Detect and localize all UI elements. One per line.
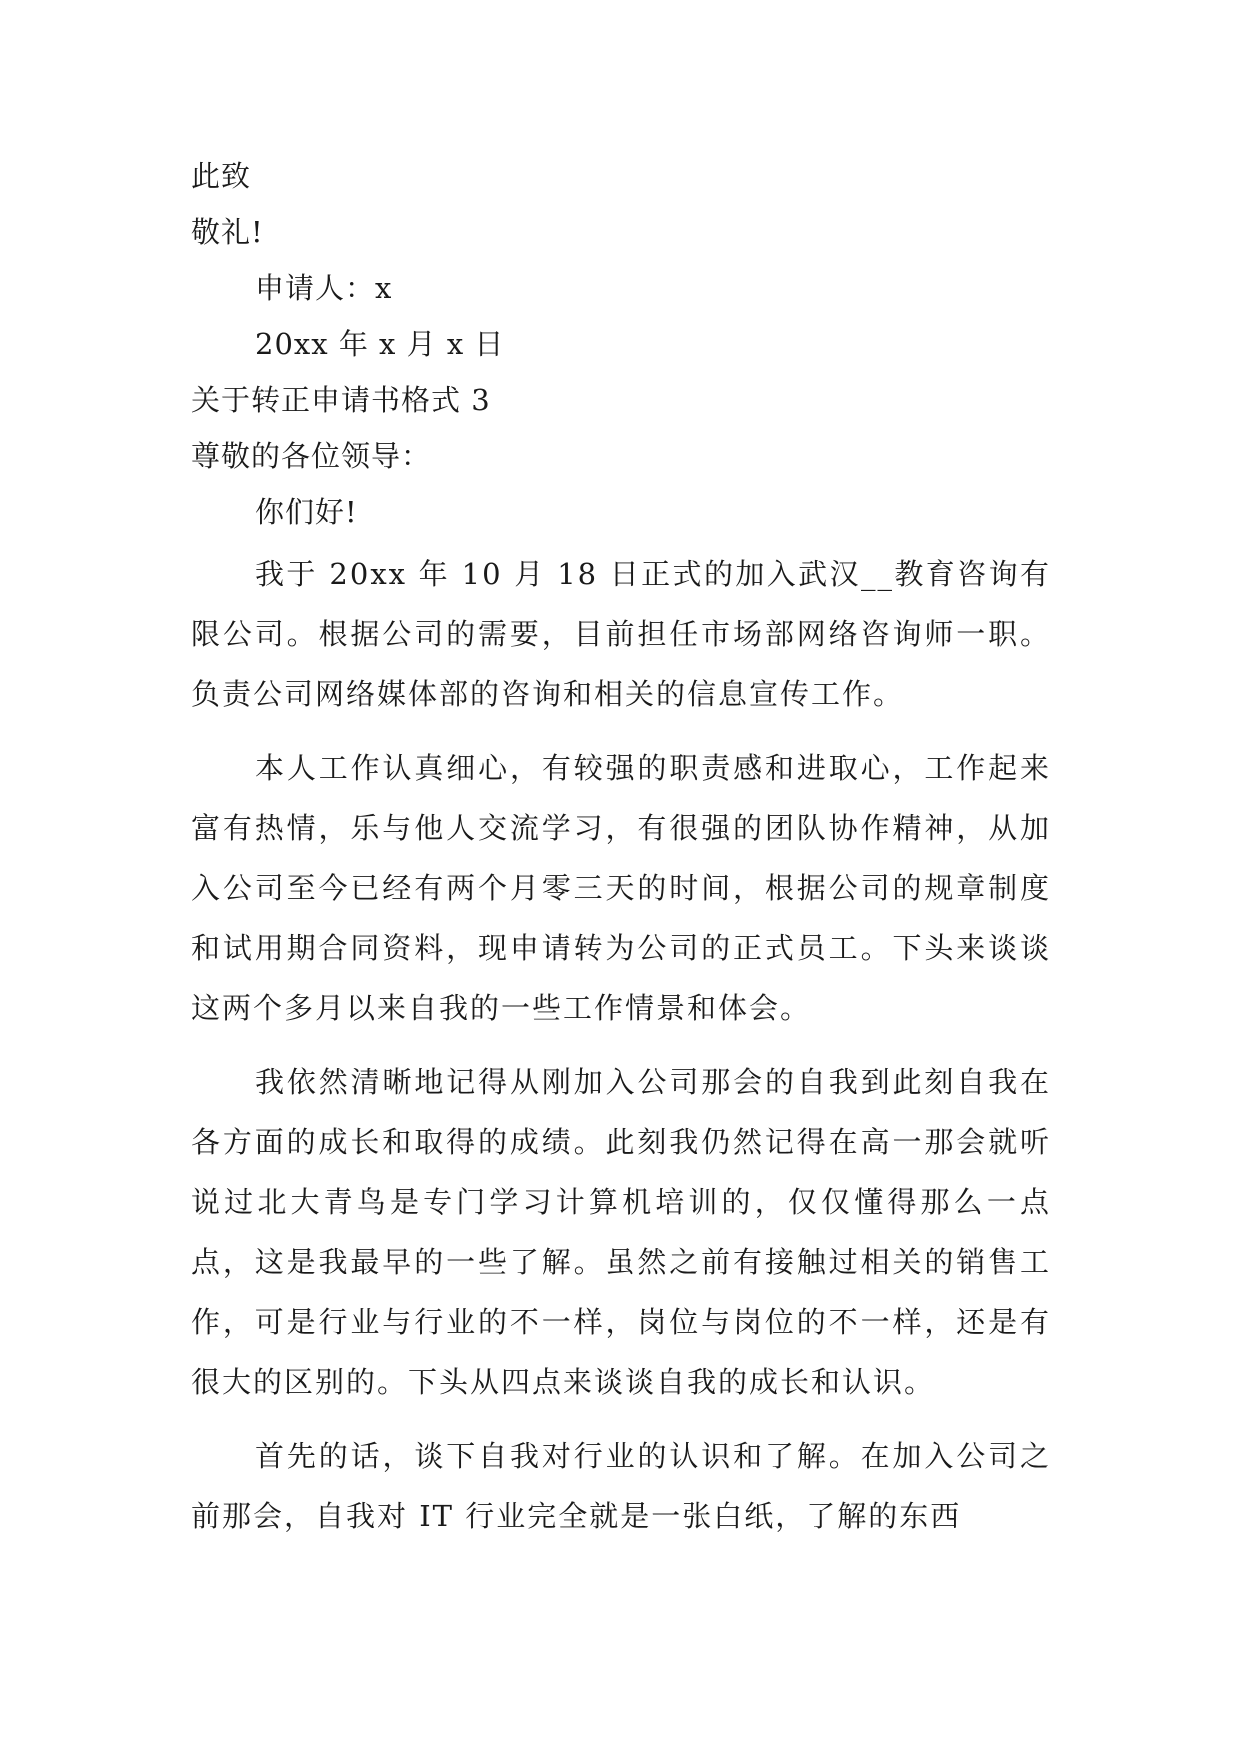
body-paragraph: 我依然清晰地记得从刚加入公司那会的自我到此刻自我在各方面的成长和取得的成绩。此刻我仍然记得在高一那会就听说过北大青鸟是专门学习计算机培训的，仅仅懂得那么一点点，这是我最早的一些了解。虽然之前有接触过相关的销售工作，可是行业与行业的不一样，岗位与岗位的不一样，还是有很大的区别的。下头从四点来谈谈自我的成长和认识。 <box>191 1065 1051 1399</box>
addressee-line: 尊敬的各位领导： <box>191 439 432 473</box>
greeting-line: 你们好! <box>255 495 358 529</box>
applicant-line: 申请人：x <box>255 271 393 305</box>
document-page <box>191 150 1051 1546</box>
section-title: 关于转正申请书格式 3 <box>191 383 491 417</box>
body-paragraph: 首先的话，谈下自我对行业的认识和了解。在加入公司之前那会，自我对 IT 行业完全就是一张白纸，了解的东西 <box>191 1439 1051 1533</box>
salute-line: 敬礼! <box>191 215 264 249</box>
date-line: 20xx 年 x 月 x 日 <box>255 327 505 361</box>
closing-line: 此致 <box>191 159 252 193</box>
body-paragraph: 本人工作认真细心，有较强的职责感和进取心，工作起来富有热情，乐与他人交流学习，有很强的团队协作精神，从加入公司至今已经有两个月零三天的时间，根据公司的规章制度和试用期合同资料，现申请转为公司的正式员工。下头来谈谈这两个多月以来自我的一些工作情景和体会。 <box>191 751 1051 1025</box>
body-paragraph: 我于 20xx 年 10 月 18 日正式的加入武汉__教育咨询有限公司。根据公司的需要，目前担任市场部网络咨询师一职。负责公司网络媒体部的咨询和相关的信息宣传工作。 <box>191 557 1051 711</box>
